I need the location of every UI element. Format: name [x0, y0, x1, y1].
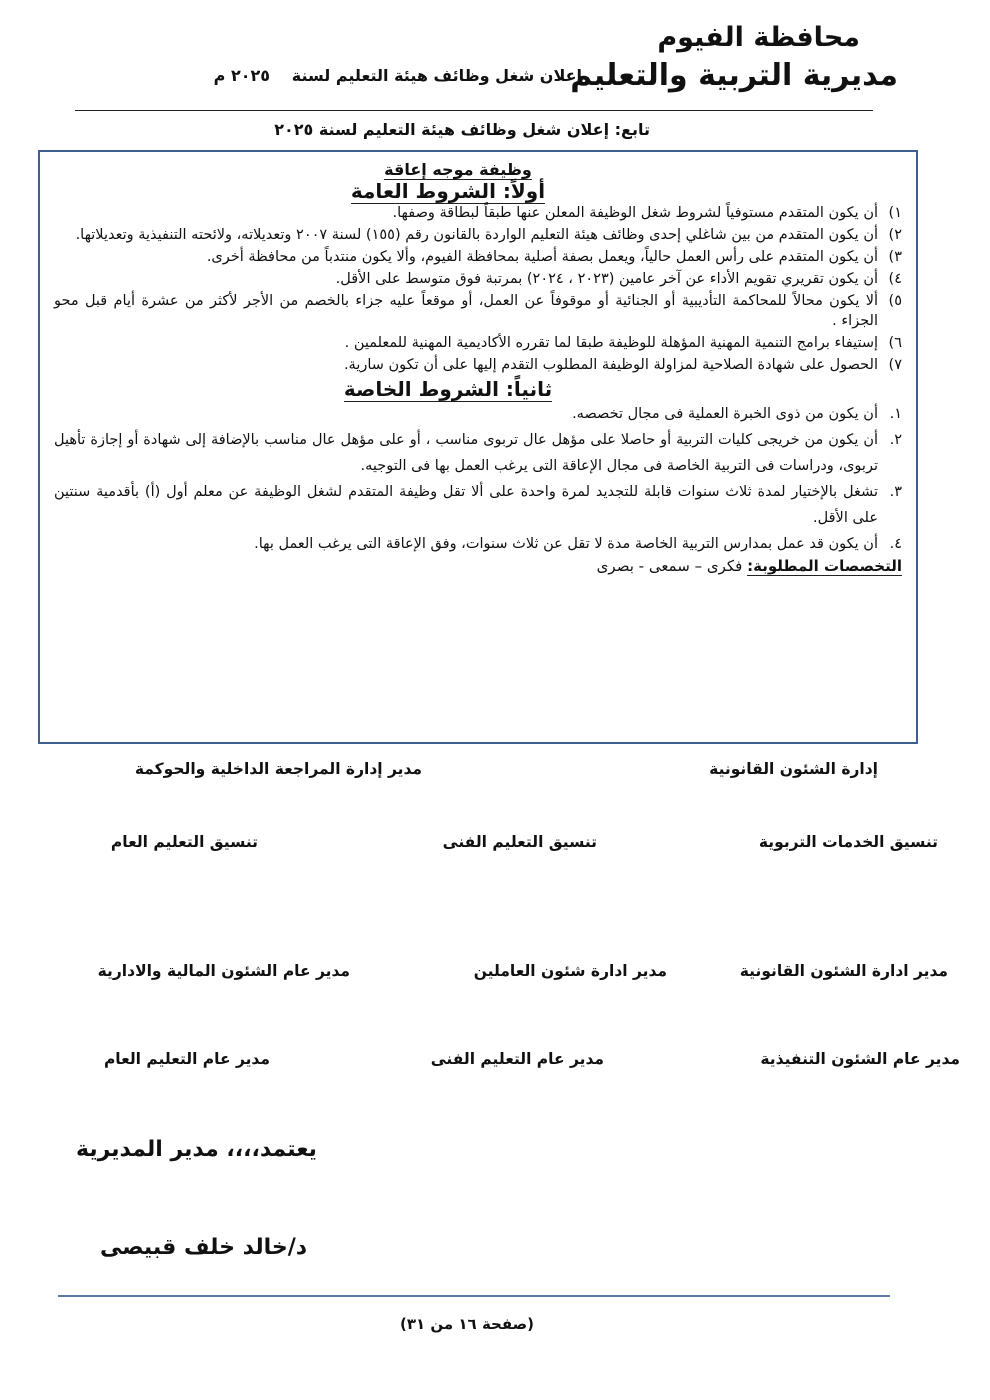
sig-coord-technical-edu: تنسيق التعليم الفنى	[442, 833, 597, 851]
footer-divider	[58, 1295, 890, 1297]
general-conditions-heading: أولاً: الشروط العامة	[350, 179, 546, 203]
list-item: ٢) أن يكون المتقدم من بين شاغلي إحدى وظائف هيئة التعليم الواردة بالقانون رقم (١٥٥) لسنة ٢٠٠٧ وتعديلاته، ولائحته التنفيذية وتعديلاتها.	[75, 227, 902, 243]
sig-coord-edu-services: تنسيق الخدمات التربوية	[758, 833, 938, 851]
list-item: ٧) الحصول على شهادة الصلاحية لمزاولة الوظيفة المطلوب التقدم إليها على أن تكون سارية.	[343, 357, 902, 373]
sig-coord-general-edu: تنسيق التعليم العام	[110, 833, 258, 851]
governorate-name: محافظة الفيوم	[657, 22, 860, 53]
sig-legal-affairs-admin: إدارة الشئون القانونية	[709, 760, 878, 778]
sig-gm-executive: مدير عام الشئون التنفيذية	[760, 1050, 960, 1068]
sig-internal-audit-manager: مدير إدارة المراجعة الداخلية والحوكمة	[134, 760, 422, 778]
special-conditions-list	[54, 401, 902, 557]
sig-gm-finance-admin: مدير عام الشئون المالية والادارية	[97, 962, 350, 980]
list-item: ٤) أن يكون تقريري تقويم الأداء عن آخر عامين (٢٠٢٣ ، ٢٠٢٤) بمرتبة فوق متوسط على الأقل.	[335, 271, 902, 287]
announcement-title: إعلان شغل وظائف هيئة التعليم لسنة	[291, 66, 582, 85]
list-item: ٢. أن يكون من خريجى كليات التربية أو حاصلا على مؤهل عال تربوى مناسب ، أو على مؤهل عال مناسب بالإضافة إلى شهادة أو إجازة تأهيل تربوى، ودراسات فى التربية الخاصة فى مجال الإعاقة التى يرغب العمل بها فى التوجيه.	[54, 432, 902, 474]
approval-line: يعتمد،،،، مدير المديرية	[76, 1137, 317, 1162]
sig-gm-general-edu: مدير عام التعليم العام	[103, 1050, 270, 1068]
specializations-value: فكرى – سمعى - بصرى	[596, 557, 743, 575]
job-title: وظيفة موجه إعاقة	[384, 160, 532, 179]
general-conditions-list	[54, 203, 902, 375]
header-divider	[75, 110, 873, 111]
list-item: ٦) إستيفاء برامج التنمية المهنية المؤهلة للوظيفة طبقا لما تقرره الأكاديمية المهنية للمعلمين .	[344, 335, 902, 351]
list-item: ٥) ألا يكون محالاً للمحاكمة التأديبية أو الجنائية أو موقوفاً عن العمل، أو موقعاً عليه جزاء بالخصم من الأجر لأكثر من عشرة أيام قبل محو الجزاء .	[54, 293, 902, 329]
page-number: (صفحة ١٦ من ٣١)	[400, 1315, 534, 1333]
sig-mgr-personnel: مدير ادارة شئون العاملين	[473, 962, 667, 980]
specializations-label: التخصصات المطلوبة:	[747, 557, 902, 575]
special-conditions-heading: ثانياً: الشروط الخاصة	[343, 377, 553, 401]
announcement-year: ٢٠٢٥ م	[213, 66, 270, 85]
directorate-name: مديرية التربية والتعليم	[570, 58, 898, 93]
sig-mgr-legal-affairs: مدير ادارة الشئون القانونية	[739, 962, 948, 980]
list-item: ١) أن يكون المتقدم مستوفياً لشروط شغل الوظيفة المعلن عنها طبقاً لبطاقة وصفها.	[392, 205, 902, 221]
list-item: ٣. تشغل بالإختيار لمدة ثلاث سنوات قابلة للتجديد لمرة واحدة على ألا تقل وظيفة المتقدم لشغل الوظيفة عن معلم أول (أ) بأقدمية سنتين على الأقل.	[54, 484, 902, 526]
list-item: ٤. أن يكون قد عمل بمدارس التربية الخاصة مدة لا تقل عن ثلاث سنوات، وفق الإعاقة التى يرغب العمل بها.	[254, 536, 902, 552]
signer-name: د/خالد خلف قبيصى	[100, 1235, 308, 1260]
list-item: ٣) أن يكون المتقدم على رأس العمل حالياً، ويعمل بصفة أصلية بمحافظة الفيوم، وألا يكون منتدباً من محافظة أخرى.	[206, 249, 902, 265]
list-item: ١. أن يكون من ذوى الخبرة العملية فى مجال تخصصه.	[572, 406, 902, 422]
continued-title: تابع: إعلان شغل وظائف هيئة التعليم لسنة ٢٠٢٥	[274, 120, 650, 139]
specializations-line	[54, 557, 902, 575]
conditions-box	[38, 150, 918, 744]
sig-gm-technical-edu: مدير عام التعليم الفنى	[430, 1050, 604, 1068]
